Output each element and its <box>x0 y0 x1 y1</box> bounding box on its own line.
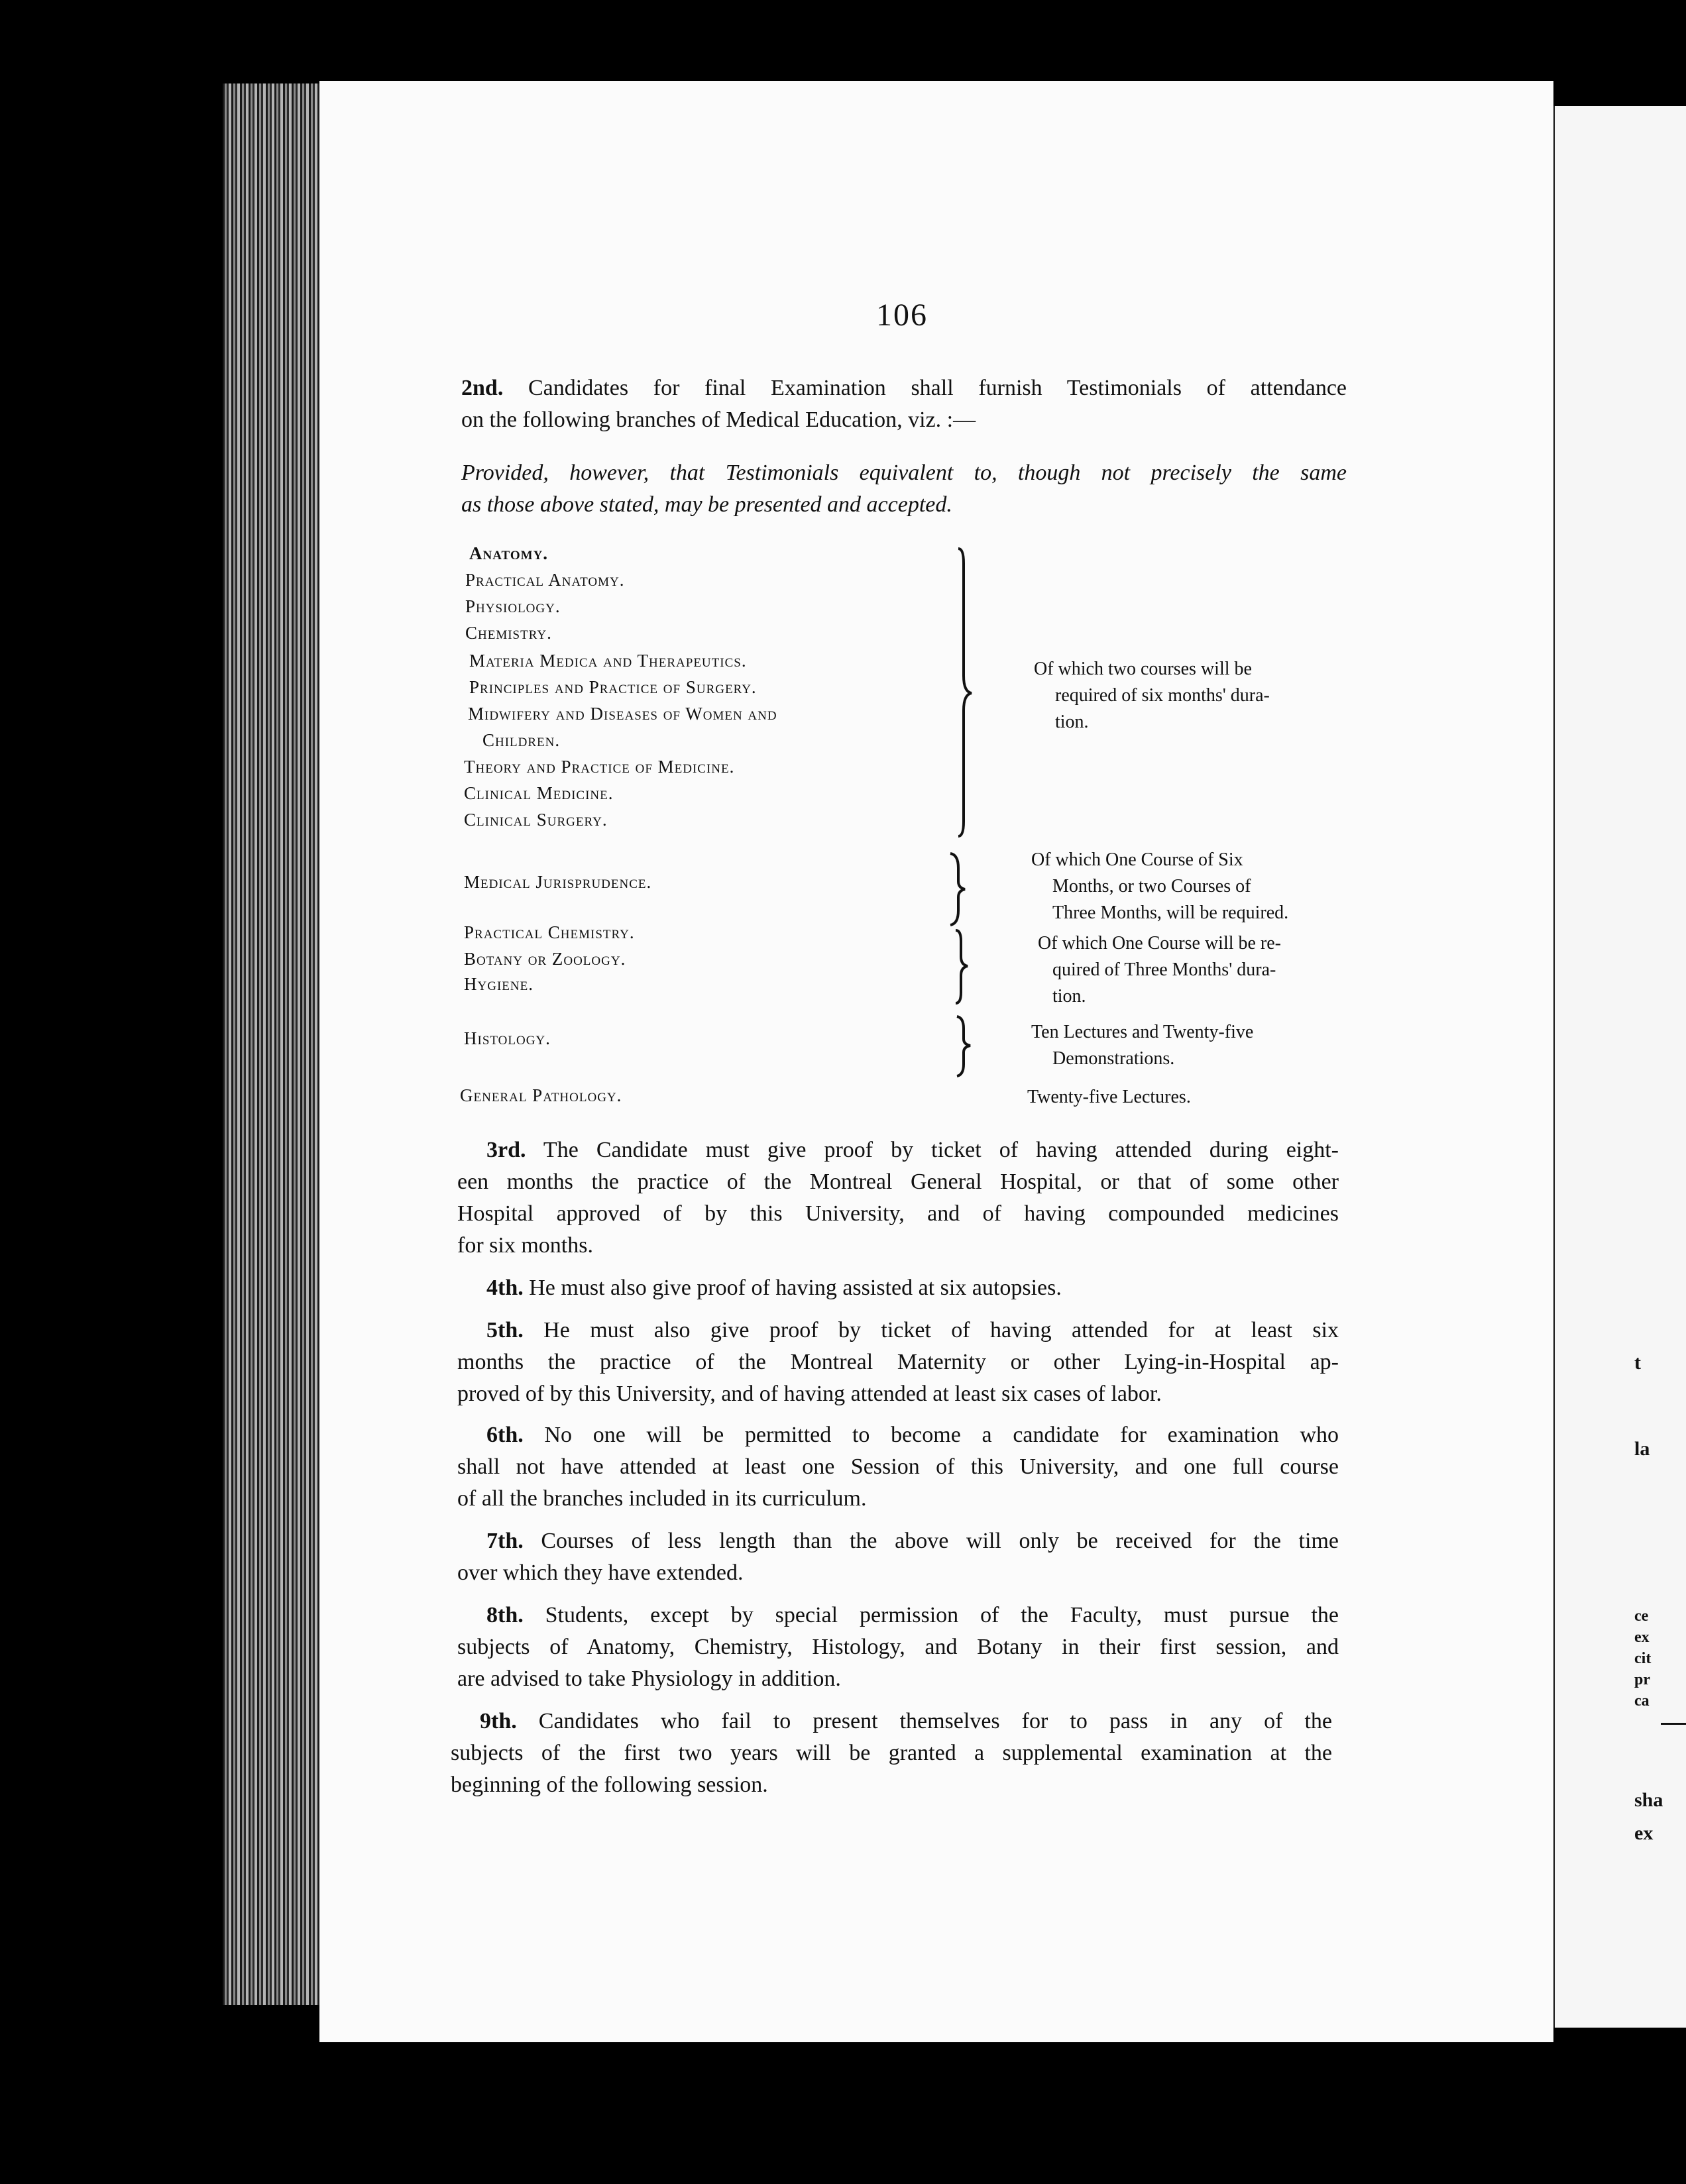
fragment: ca <box>1634 1692 1650 1710</box>
text-line: proved of by this University, and of having attended at least six cases of labor. <box>457 1382 1162 1406</box>
text-line: 9th. Candidates who fail to present themselves for to pass in any of the <box>480 1709 1332 1733</box>
text-line: months the practice of the Montreal Maternity or other Lying-in-Hospital ap- <box>457 1350 1339 1374</box>
note-line: Of which One Course will be re- <box>1038 933 1282 954</box>
subject-item: Practical Anatomy. <box>465 570 625 590</box>
note-group-3 <box>1038 930 1349 1010</box>
subject-item: Theory and Practice of Medicine. <box>464 757 735 777</box>
subject-item: Physiology. <box>465 596 561 616</box>
text-line: Hospital approved of by this University, and of having compounded medicines <box>457 1201 1339 1226</box>
text-line: on the following branches of Medical Education, viz. :— <box>461 408 976 432</box>
text-line: for six months. <box>457 1233 593 1258</box>
text-line: over which they have extended. <box>457 1560 744 1585</box>
note-group-1 <box>1034 656 1345 736</box>
text-line: are advised to take Physiology in addition. <box>457 1666 841 1691</box>
text-line: subjects of the first two years will be granted a supplemental examination at the <box>451 1741 1332 1765</box>
text-line: 8th. Students, except by special permission of the Faculty, must pursue the <box>486 1603 1339 1627</box>
subject-item: Hygiene. <box>464 974 534 994</box>
subject-item: Histology. <box>464 1028 551 1048</box>
note-line: required of six months' dura- <box>1055 685 1270 706</box>
text-line: subjects of Anatomy, Chemistry, Histology, and Botany in their first session, and <box>457 1635 1339 1659</box>
fragment: ex <box>1634 1822 1654 1844</box>
paragraph-6th <box>457 1419 1339 1515</box>
note-line: quired of Three Months' dura- <box>1052 959 1276 980</box>
text-line: beginning of the following session. <box>451 1773 768 1797</box>
subject-item: Clinical Medicine. <box>464 783 614 803</box>
fragment: sha <box>1634 1789 1663 1811</box>
paragraph-2nd <box>461 372 1347 436</box>
note-line: Of which two courses will be <box>1034 659 1252 679</box>
subject-item: General Pathology. <box>460 1085 622 1105</box>
text-line: shall not have attended at least one Session of this University, and one full course <box>457 1454 1339 1479</box>
brace-group-1 <box>954 543 981 842</box>
note-group-4 <box>1031 1019 1343 1072</box>
note-line: Of which One Course of Six <box>1031 849 1243 870</box>
page-number: 106 <box>876 298 928 333</box>
brace-group-4 <box>953 1014 980 1080</box>
subject-item: Children. <box>482 730 561 750</box>
text-line: of all the branches included in its curriculum. <box>457 1486 867 1511</box>
text-line: 6th. No one will be permitted to become a candidate for examination who <box>486 1423 1339 1447</box>
book-binding <box>223 83 322 2005</box>
text-line: 4th. He must also give proof of having assisted at six autopsies. <box>486 1276 1062 1300</box>
subject-item: Midwifery and Diseases of Women and <box>468 704 777 724</box>
text-line: 3rd. The Candidate must give proof by ticket of having attended during eight- <box>486 1138 1339 1162</box>
fragment: t <box>1634 1352 1641 1374</box>
facing-page <box>1552 106 1686 2028</box>
subject-item: Chemistry. <box>465 623 552 643</box>
note-line: Demonstrations. <box>1052 1048 1175 1069</box>
fragment: ce <box>1634 1608 1649 1625</box>
fragment: pr <box>1634 1671 1650 1688</box>
text-line: een months the practice of the Montreal General Hospital, or that of some other <box>457 1170 1339 1194</box>
note-line: Months, or two Courses of <box>1052 876 1251 897</box>
note-line: Twenty-five Lectures. <box>1027 1087 1191 1107</box>
subject-item: Botany or Zoology. <box>464 949 626 969</box>
text-line: 5th. He must also give proof by ticket of having attended for at least six <box>486 1318 1339 1342</box>
text-line: as those above stated, may be presented and accepted. <box>461 492 952 517</box>
subject-item: Materia Medica and Therapeutics. <box>469 651 747 671</box>
brace-group-3 <box>952 928 978 1007</box>
text-line: 7th. Courses of less length than the above will only be received for the time <box>486 1529 1339 1553</box>
paragraph-3rd <box>457 1134 1339 1262</box>
brace-group-2 <box>945 849 972 929</box>
subject-item: Medical Jurisprudence. <box>464 872 652 892</box>
note-line: Three Months, will be required. <box>1052 902 1289 923</box>
text-line: 2nd. Candidates for final Examination shall furnish Testimonials of attendance <box>461 376 1347 400</box>
subject-item: Clinical Surgery. <box>464 810 608 830</box>
proviso-paragraph <box>461 457 1347 521</box>
paragraph-8th <box>457 1600 1339 1695</box>
fragment: la <box>1634 1438 1650 1460</box>
note-line: tion. <box>1055 712 1089 732</box>
fragment: cit <box>1634 1650 1652 1667</box>
subject-item: Practical Chemistry. <box>464 922 635 942</box>
paragraph-7th <box>457 1525 1339 1589</box>
text-line: Provided, however, that Testimonials equivalent to, though not precisely the same <box>461 461 1347 485</box>
paragraph-5th <box>457 1315 1339 1410</box>
note-group-5 <box>1027 1084 1339 1111</box>
note-line: tion. <box>1052 986 1086 1007</box>
subject-item: Principles and Practice of Surgery. <box>469 677 757 697</box>
subject-item: Anatomy. <box>469 543 549 563</box>
fragment: ex <box>1634 1629 1650 1646</box>
note-group-2 <box>1031 847 1343 926</box>
note-line: Ten Lectures and Twenty-five <box>1031 1022 1254 1042</box>
paragraph-4th <box>457 1272 1339 1304</box>
divider <box>1661 1723 1686 1725</box>
paragraph-9th <box>451 1706 1332 1801</box>
